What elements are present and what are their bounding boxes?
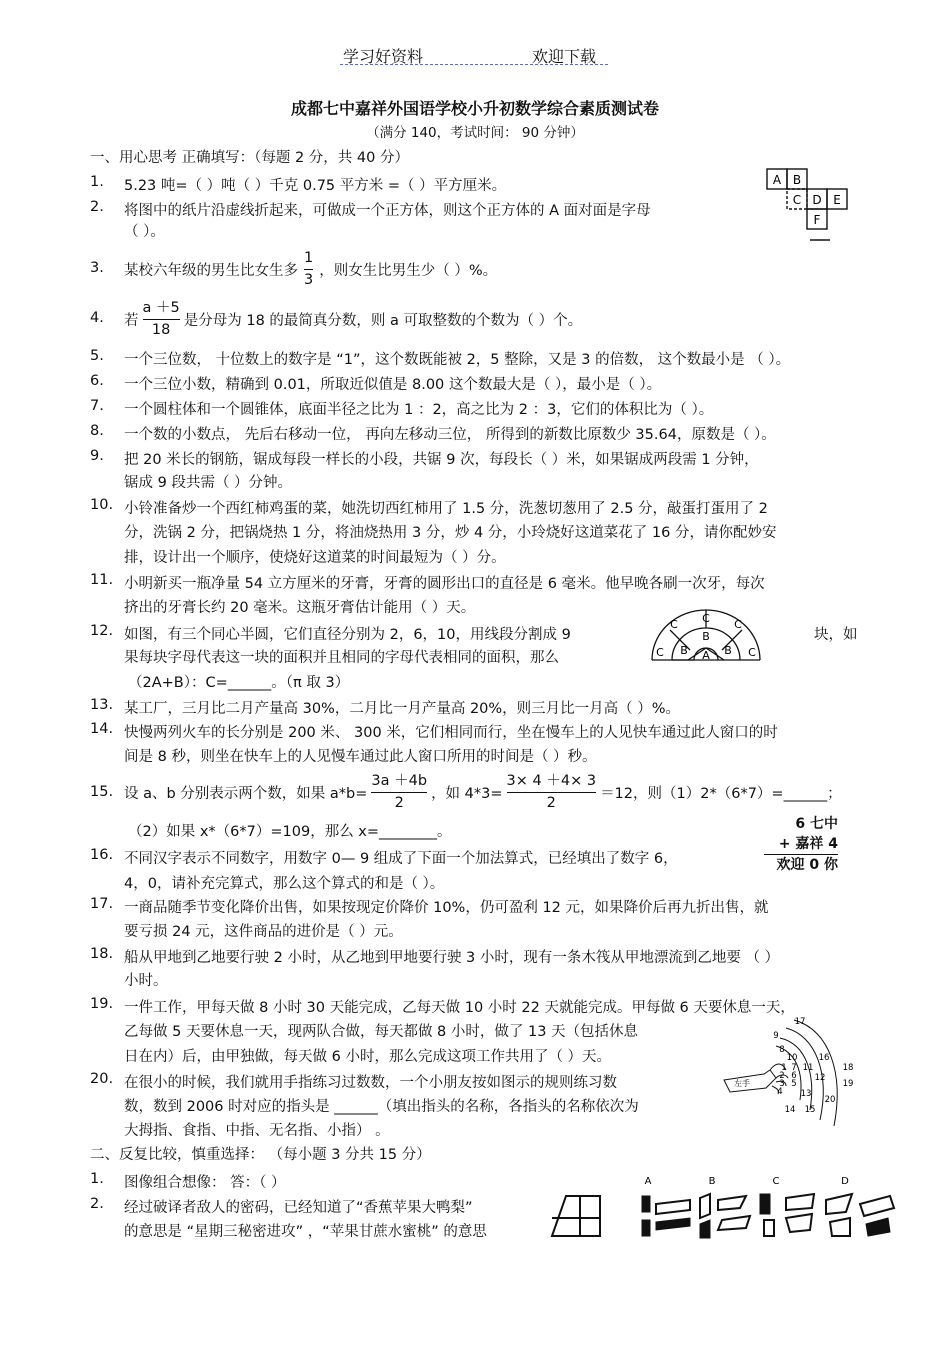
q19-text-cont2: 日在内）后，由甲独做，每天做 6 小时，那么完成这项工作共用了（ ）天。	[124, 1049, 612, 1065]
q3-frac-den: 3	[304, 271, 314, 288]
q3-text: 某校六年级的男生比女生多	[124, 262, 298, 279]
hand-number-14: 5	[791, 1079, 797, 1089]
semicircle-label-6: C	[656, 646, 664, 659]
hand-number-3: 8	[779, 1045, 785, 1055]
s2-q2-text-cont: 的意思是 “星期三秘密进攻” ，“苹果甘蔗水蜜桃” 的意思	[124, 1224, 487, 1240]
q14-number: 14.	[90, 721, 114, 737]
option-label-b: B	[708, 1176, 716, 1187]
q9-text: 把 20 米长的钢筋，锯成每段一样长的小段，共锯 9 次，每段长（ ）米，如果锯成两段需 1 分钟，	[124, 452, 759, 468]
q15-frac-b-den: 2	[546, 794, 556, 811]
semicircle-label-8: B	[724, 644, 732, 657]
section1-heading: 一、用心思考 正确填写：（每题 2 分，共 40 分）	[90, 150, 409, 166]
section2-heading: 二、反复比较，慎重选择： （每小题 3 分共 15 分）	[90, 1147, 431, 1163]
q12-text-right: 块，如	[814, 627, 858, 643]
q15-frac-a-den: 2	[394, 794, 404, 811]
semicircle-label-3: C	[734, 618, 742, 631]
q6-number: 6.	[90, 373, 104, 389]
semicircle-label-4: B	[702, 630, 710, 643]
q13-text: 某工厂，三月比二月产量高 30%，二月比一月产量高 20%，则三月比一月高（ ）%。	[124, 701, 681, 717]
q18-text-cont: 小时。	[124, 973, 168, 989]
q4-fraction	[143, 300, 180, 338]
semicircle-label-9: C	[748, 646, 756, 659]
hand-number-4: 10	[786, 1053, 798, 1063]
cube-net-figure	[766, 168, 852, 244]
s2-q2-number: 2.	[90, 1196, 104, 1212]
shape-options-figure	[550, 1174, 930, 1244]
q19-text-cont: 乙每做 5 天要休息一天，现两队合做，每天都做 8 小时，做了 13 天（包括休息	[124, 1024, 639, 1040]
q13-number: 13.	[90, 697, 114, 713]
q15-text-b: ，如 4*3=	[431, 785, 503, 802]
q18-text: 船从甲地到乙地要行驶 2 小时，从乙地到甲地要行驶 3 小时，现有一条木筏从甲地漂流到乙地要 （ ）	[124, 950, 780, 966]
q2-number: 2.	[90, 199, 104, 215]
semicircle-figure	[650, 606, 762, 664]
header-right: 欢迎下载	[532, 47, 597, 66]
q15-text-cont: （2）如果 x*（6*7）=109，那么 x=________。	[128, 824, 452, 840]
hand-number-11: 6	[791, 1071, 797, 1081]
q18-number: 18.	[90, 946, 114, 962]
q8-number: 8.	[90, 423, 104, 439]
q2-text-cont: （ ）。	[124, 224, 165, 240]
q4-text-b: 是分母为 18 的最简真分数，则 a 可取整数的个数为（ ）个。	[183, 312, 583, 329]
semicircle-label-1: C	[670, 618, 678, 631]
cube-label-f: F	[813, 213, 821, 227]
q4-frac-den: 18	[151, 321, 171, 338]
hand-number-5: 16	[818, 1053, 830, 1063]
hand-number-10: 2	[779, 1071, 785, 1081]
q2-text: 将图中的纸片沿虚线折起来，可做成一个正方体，则这个正方体的 A 面对面是字母	[124, 203, 651, 219]
option-label-a: A	[644, 1176, 652, 1187]
q10-number: 10.	[90, 497, 114, 513]
page-title: 成都七中嘉祥外国语学校小升初数学综合素质测试卷	[290, 99, 659, 118]
hand-number-13: 3	[779, 1079, 785, 1089]
q15-fraction-b	[507, 773, 597, 811]
q3-frac-num: 1	[304, 249, 314, 266]
q9-number: 9.	[90, 448, 104, 464]
q4-line	[124, 294, 582, 344]
hand-number-16: 4	[777, 1087, 783, 1097]
hand-number-1: 17	[794, 1017, 806, 1027]
q14-text-cont: 间是 8 秒，则坐在快车上的人见慢车通过此人窗口所用的时间是（ ）秒。	[124, 749, 597, 765]
s2-q1-number: 1.	[90, 1171, 104, 1187]
hand-number-7: 7	[791, 1063, 797, 1073]
q11-text-cont: 挤出的牙膏长约 20 毫米。这瓶牙膏估计能用（ ）天。	[124, 600, 476, 616]
q16-text: 不同汉字表示不同数字，用数字 0— 9 组成了下面一个加法算式，已经填出了数字 6，	[124, 851, 678, 867]
q15-frac-b-num: 3× 4 ＋4× 3	[506, 772, 597, 789]
hand-number-2: 9	[773, 1031, 779, 1041]
q9-text-cont: 锯成 9 段共需（ ）分钟。	[124, 475, 293, 491]
q15-text-c: ＝12，则（1）2*（6*7）=______；	[600, 785, 842, 802]
q17-number: 17.	[90, 896, 114, 912]
q8-text: 一个数的小数点， 先后右移动一位， 再向左移动三位， 所得到的新数比原数少 35.64，原数是（ ）。	[124, 427, 776, 443]
q15-fraction-a	[371, 773, 427, 811]
cube-label-c: C	[792, 193, 802, 207]
q20-text: 在很小的时候，我们就用手指练习过数数，一个小朋友按如图示的规则练习数	[124, 1075, 617, 1091]
cube-label-b: B	[792, 173, 802, 187]
header-divider	[340, 64, 608, 65]
q12-number: 12.	[90, 623, 114, 639]
q5-text: 一个三位数， 十位数上的数字是 “1”，这个数既能被 2，5 整除，又是 3 的倍数， 这个数最小是 （ ）。	[124, 352, 791, 368]
q1-number: 1.	[90, 174, 104, 190]
q12-text-cont2: （2A+B）：C=______。（π 取 3）	[128, 675, 350, 691]
cube-label-d: D	[812, 193, 822, 207]
s2-q1-text: 图像组合想像： 答：（ ）	[124, 1175, 286, 1191]
q10-text-cont: 分，洗锅 2 分，把锅烧热 1 分，将油烧热用 3 分，炒 4 分，小玲烧好这道菜花了 16 分，请你配妙安	[124, 525, 777, 541]
hand-number-12: 12	[814, 1073, 826, 1083]
header-left: 学习好资料	[343, 47, 424, 66]
semicircle-label-5: B	[680, 644, 688, 657]
q3-number: 3.	[90, 260, 104, 276]
hand-figure	[720, 1016, 860, 1128]
q7-number: 7.	[90, 398, 104, 414]
q10-text-cont2: 排，设计出一个顺序，使烧好这道菜的时间最短为（ ）分。	[124, 550, 506, 566]
semicircle-label-7: A	[702, 649, 710, 662]
q15-text: 设 a、b 分别表示两个数，如果 a*b=	[124, 785, 368, 802]
q19-text: 一件工作，甲每天做 8 小时 30 天能完成，乙每天做 10 小时 22 天就能完成。甲每做 6 天要休息一天，	[124, 1000, 795, 1016]
addition-row3: 欢迎 0 你	[776, 857, 838, 873]
q4-text: 若	[124, 312, 139, 329]
hand-number-17: 13	[800, 1089, 812, 1099]
q20-number: 20.	[90, 1071, 114, 1087]
q12-text: 如图，有三个同心半圆，它们直径分别为 2，6，10，用线段分割成 9	[124, 627, 571, 643]
q17-text-cont: 要亏损 24 元，这件商品的进价是（ ）元。	[124, 924, 403, 940]
q15-frac-a-num: 3a ＋4b	[371, 772, 428, 789]
q19-number: 19.	[90, 996, 114, 1012]
q11-number: 11.	[90, 572, 114, 588]
hand-number-15: 19	[842, 1079, 854, 1089]
hand-number-6: 1	[781, 1063, 787, 1073]
cube-label-a: A	[772, 173, 782, 187]
q15-line	[124, 766, 842, 818]
q12-text-cont: 果每块字母代表这一块的面积并且相同的字母代表相同的面积，那么	[124, 650, 559, 666]
q6-text: 一个三位小数，精确到 0.01，所取近似值是 8.00 这个数最大是（ ），最小是（ ）。	[124, 377, 662, 393]
option-label-c: C	[772, 1176, 780, 1187]
q5-number: 5.	[90, 348, 104, 364]
q3-fraction	[304, 250, 313, 288]
hand-number-19: 15	[804, 1105, 816, 1115]
q17-text: 一商品随季节变化降价出售，如果按现定价降价 10%，仍可盈利 12 元，如果降价后再九折出售，就	[124, 900, 769, 916]
q4-frac-num: a ＋5	[142, 299, 180, 316]
hand-number-8: 11	[802, 1063, 814, 1073]
hand-number-18: 20	[824, 1095, 836, 1105]
option-label-d: D	[841, 1176, 849, 1187]
semicircle-label-2: C	[702, 612, 710, 625]
addition-figure	[764, 814, 838, 875]
q1-text: 5.23 吨=（ ）吨（ ）千克 0.75 平方米 =（ ）平方厘米。	[124, 178, 507, 194]
addition-row2: + 嘉祥 4	[764, 834, 838, 855]
q15-number: 15.	[90, 784, 114, 800]
q3-line	[124, 244, 497, 294]
hand-number-9: 18	[842, 1063, 854, 1073]
s2-q2-text: 经过破译者敌人的密码，已经知道了“香蕉苹果大鸭梨”	[124, 1200, 473, 1216]
cube-label-e: E	[833, 193, 841, 207]
hand-number-20: 14	[784, 1105, 796, 1115]
q4-number: 4.	[90, 310, 104, 326]
addition-row1: 6 七中	[795, 816, 838, 832]
hand-label: 左手	[734, 1079, 750, 1088]
q7-text: 一个圆柱体和一个圆锥体，底面半径之比为 1 ：2，高之比为 2 ：3，它们的体积比为（ ）。	[124, 402, 714, 418]
q14-text: 快慢两列火车的长分别是 200 米、 300 米，它们相同而行，坐在慢车上的人见快车通过此人窗口的时	[124, 725, 778, 741]
q20-text-cont2: 大拇指、食指、中指、无名指、小指） 。	[124, 1123, 390, 1139]
page-subtitle: （满分 140，考试时间： 90 分钟）	[366, 125, 584, 141]
q16-text-cont: 4，0，请补充完算式，那么这个算式的和是（ ）。	[124, 876, 445, 892]
q11-text: 小明新买一瓶净量 54 立方厘米的牙膏，牙膏的圆形出口的直径是 6 毫米。他早晚各刷一次牙，每次	[124, 576, 765, 592]
q20-text-cont: 数，数到 2006 时对应的指头是 ______（填出指头的名称，各指头的名称依次为	[124, 1099, 639, 1115]
q16-number: 16.	[90, 847, 114, 863]
q3-text-b: ，则女生比男生少（ ）%。	[319, 262, 498, 279]
q10-text: 小铃准备炒一个西红柿鸡蛋的菜，她洗切西红柿用了 1.5 分，洗葱切葱用了 2.5 分，敲蛋打蛋用了 2	[124, 501, 768, 517]
